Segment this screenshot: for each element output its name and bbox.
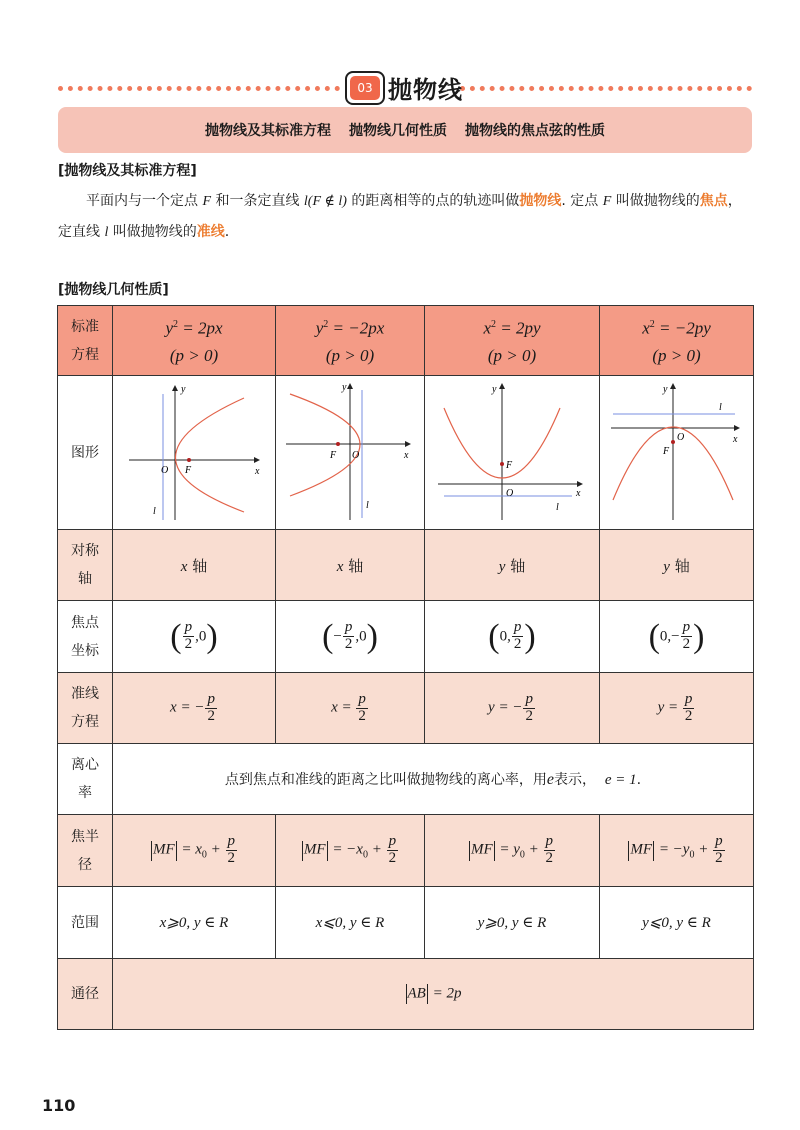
- row-directrix: [58, 673, 754, 744]
- row-label: 图形: [58, 376, 113, 530]
- focus-cell: ( $\frac{p}{2}$ ,0): [113, 601, 276, 673]
- row-axis: [58, 530, 754, 601]
- axis-label-x: x: [576, 487, 581, 499]
- header-dotted-rule-left: [58, 86, 340, 91]
- focus-label: F: [330, 449, 337, 461]
- focus-label: F: [185, 464, 192, 476]
- axis-label-x: x: [404, 449, 409, 461]
- directrix-label: l: [153, 505, 156, 517]
- parabola-graph-down: [607, 378, 747, 528]
- properties-table: [57, 305, 754, 1030]
- row-focus: [58, 601, 754, 673]
- row-label: 对称 轴: [58, 530, 113, 601]
- focus-point: [500, 462, 504, 466]
- row-label: 范围: [58, 887, 113, 959]
- def-var: F: [602, 194, 612, 209]
- focus-point: [336, 442, 340, 446]
- latus-cell: AB = 2p: [113, 959, 754, 1030]
- row-graph: [58, 376, 754, 530]
- directrix-cell: x = $\frac{p}{2}$: [276, 673, 425, 744]
- axis-label-x: x: [255, 465, 260, 477]
- range-cell: x⩽0, y ∈ R: [276, 887, 425, 959]
- axis-label-y: y: [342, 381, 347, 393]
- def-text: ，定直线: [58, 193, 742, 240]
- row-equation: [58, 306, 754, 376]
- row-label: 焦半 径: [58, 815, 113, 887]
- graph-cell: [276, 376, 425, 530]
- origin-label: O: [676, 431, 684, 443]
- focus-point: [187, 458, 191, 462]
- def-text: 的距离相等的点的轨迹叫做: [351, 193, 520, 209]
- def-text: 和一条定直线: [215, 193, 300, 209]
- def-condition: l(F ∉ l): [303, 194, 347, 209]
- equation-cell: $x^2 = -2py$ (p > 0): [600, 306, 754, 376]
- def-text: 叫做抛物线的: [112, 224, 197, 240]
- range-cell: y⩽0, y ∈ R: [600, 887, 754, 959]
- topic-banner: [58, 107, 752, 153]
- focal-radius-cell: MF = $x_0$ + $\frac{p}{2}$: [113, 815, 276, 887]
- directrix-cell: y = − $\frac{p}{2}$: [425, 673, 600, 744]
- header-dotted-rule-right: [460, 86, 752, 91]
- def-text: . 定点: [561, 193, 599, 209]
- graph-cell: [425, 376, 600, 530]
- def-var: F: [202, 194, 212, 209]
- row-label: 标准 方程: [58, 306, 113, 376]
- row-label: 离心 率: [58, 744, 113, 815]
- axis-cell: x 轴: [276, 530, 425, 601]
- directrix-cell: x = − $\frac{p}{2}$: [113, 673, 276, 744]
- row-eccentricity: [58, 744, 754, 815]
- def-text: .: [224, 224, 230, 240]
- origin-label: O: [352, 449, 360, 461]
- term-directrix: 准线: [196, 224, 225, 240]
- axis-label-y: y: [492, 383, 497, 395]
- def-var: l: [104, 225, 109, 240]
- term-focus: 焦点: [699, 193, 728, 209]
- eccentricity-cell: 点到焦点和准线的距离之比叫做抛物线的离心率，用e表示， e = 1.: [113, 744, 754, 815]
- directrix-cell: y = $\frac{p}{2}$: [600, 673, 754, 744]
- axis-label-y: y: [662, 383, 667, 395]
- axis-cell: x 轴: [113, 530, 276, 601]
- section-number-badge: [345, 71, 385, 105]
- row-label: 通径: [58, 959, 113, 1030]
- focal-radius-cell: MF = $-y_0$ + $\frac{p}{2}$: [600, 815, 754, 887]
- parabola-graph-up: [432, 378, 592, 528]
- axis-cell: y 轴: [600, 530, 754, 601]
- term-parabola: 抛物线: [519, 193, 562, 209]
- graph-cell: [113, 376, 276, 530]
- focus-cell: (− $\frac{p}{2}$ ,0): [276, 601, 425, 673]
- properties-heading: [抛物线几何性质]: [58, 282, 169, 298]
- directrix-label: l: [556, 501, 559, 513]
- graph-cell: [600, 376, 754, 530]
- parabola-graph-left: [280, 378, 420, 528]
- section-title: 抛物线: [388, 75, 463, 104]
- range-cell: x⩾0, y ∈ R: [113, 887, 276, 959]
- row-label: 准线 方程: [58, 673, 113, 744]
- directrix-label: l: [718, 401, 722, 413]
- equation-cell: $x^2 = 2py$ (p > 0): [425, 306, 600, 376]
- axis-label-y: y: [181, 383, 186, 395]
- origin-label: O: [161, 464, 169, 476]
- origin-label: O: [506, 487, 514, 499]
- row-label: 焦点 坐标: [58, 601, 113, 673]
- focal-radius-cell: MF = $-x_0$ + $\frac{p}{2}$: [276, 815, 425, 887]
- axis-cell: y 轴: [425, 530, 600, 601]
- def-text: 平面内与一个定点: [86, 193, 198, 209]
- page-number: 110: [42, 1096, 76, 1115]
- definition-paragraph: [58, 186, 754, 248]
- focus-cell: (0,− $\frac{p}{2}$ ): [600, 601, 754, 673]
- focus-point: [671, 440, 675, 444]
- equation-cell: $y^2 = -2px$ (p > 0): [276, 306, 425, 376]
- row-focal-radius: [58, 815, 754, 887]
- focus-label: F: [506, 459, 513, 471]
- section-number: 03: [350, 76, 380, 100]
- axis-label-x: x: [732, 433, 737, 445]
- focus-cell: (0, $\frac{p}{2}$ ): [425, 601, 600, 673]
- parabola-graph-right: [119, 378, 269, 528]
- parabola-curve: [176, 398, 245, 512]
- banner-item: 抛物线几何性质: [349, 123, 447, 139]
- equation-cell: $y^2 = 2px$ (p > 0): [113, 306, 276, 376]
- row-latus: [58, 959, 754, 1030]
- focal-radius-cell: MF = $y_0$ + $\frac{p}{2}$: [425, 815, 600, 887]
- range-cell: y⩾0, y ∈ R: [425, 887, 600, 959]
- row-range: [58, 887, 754, 959]
- banner-item: 抛物线的焦点弦的性质: [465, 123, 605, 139]
- definition-heading: [抛物线及其标准方程]: [58, 163, 197, 179]
- focus-label: F: [662, 445, 669, 457]
- banner-item: 抛物线及其标准方程: [205, 123, 331, 139]
- directrix-label: l: [366, 499, 369, 511]
- def-text: 叫做抛物线的: [615, 193, 700, 209]
